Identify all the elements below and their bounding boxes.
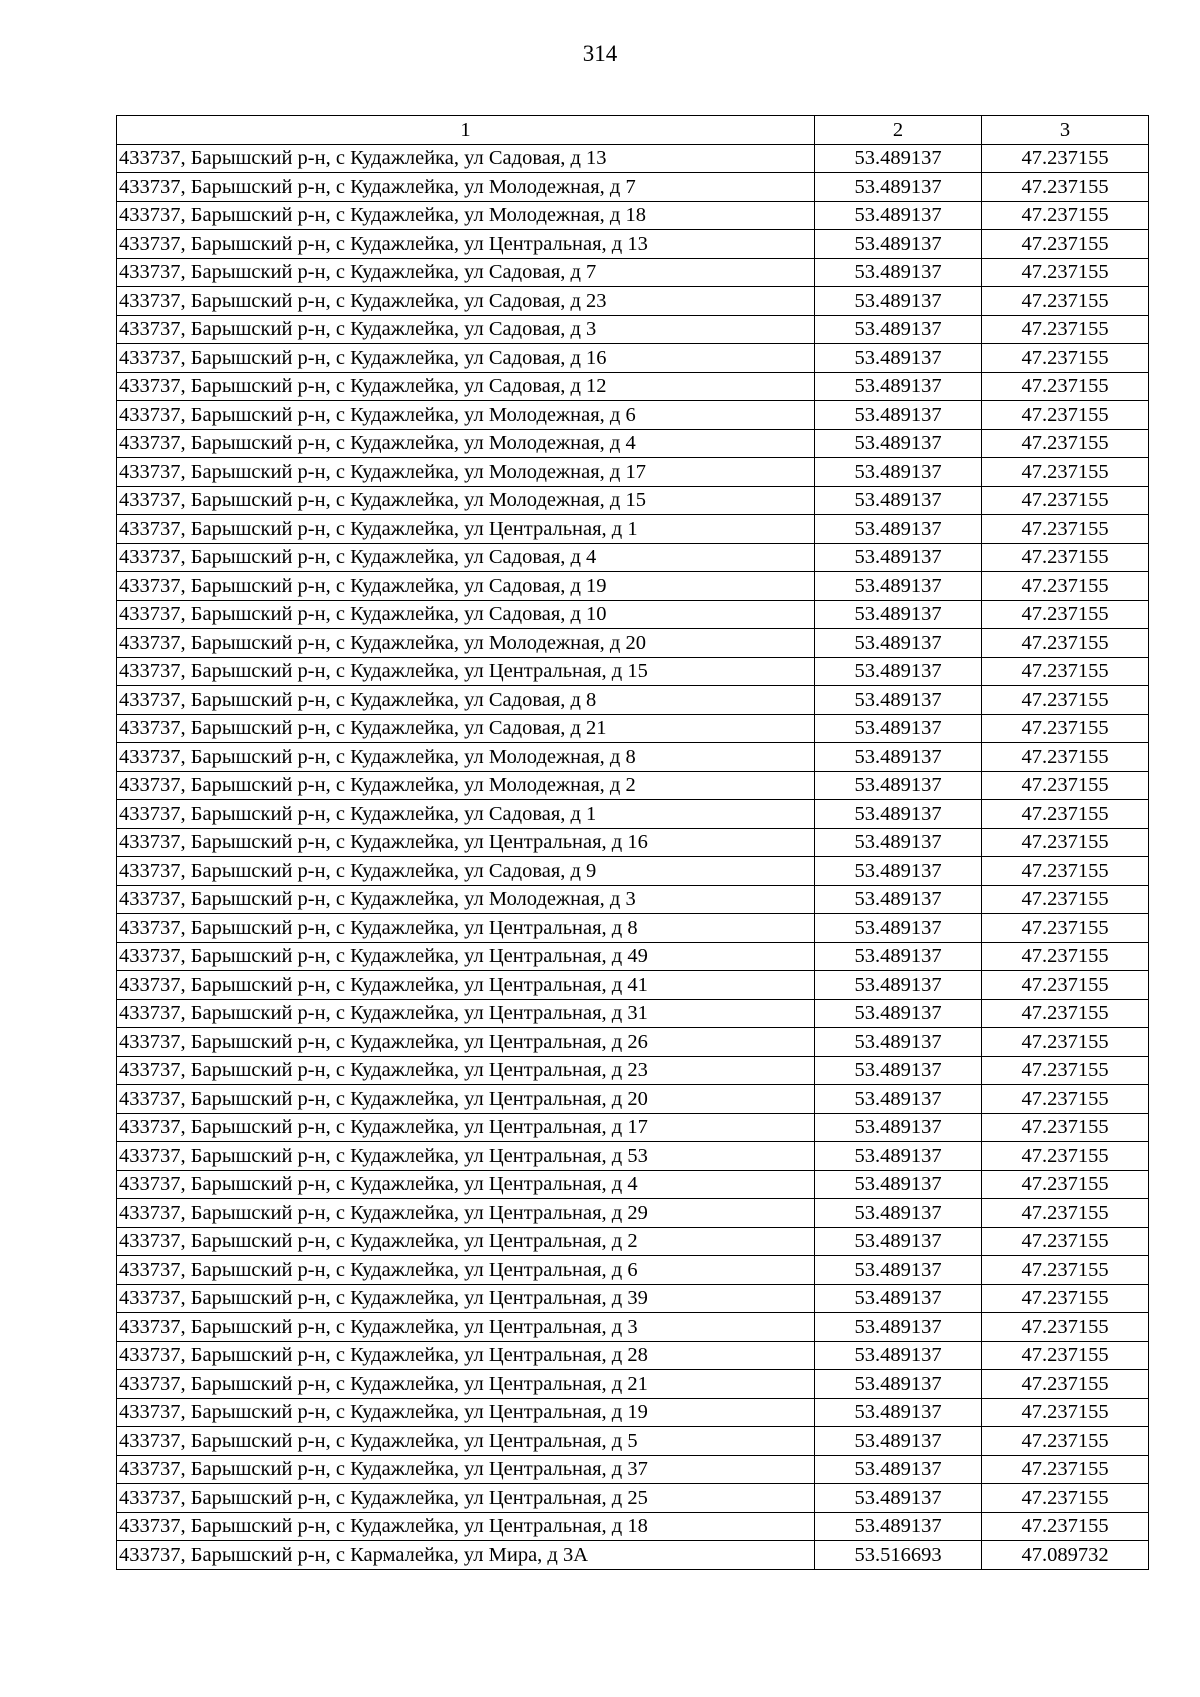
address-coordinates-table: [116, 115, 1149, 1570]
latitude-cell: 53.489137: [815, 1455, 982, 1484]
address-cell: 433737, Барышский р-н, с Кудажлейка, ул Центральная, д 5: [117, 1427, 815, 1456]
latitude-cell: 53.489137: [815, 1341, 982, 1370]
longitude-cell: 47.237155: [982, 515, 1149, 544]
table-row: [117, 1056, 1149, 1085]
table-row: [117, 942, 1149, 971]
address-cell: 433737, Барышский р-н, с Кудажлейка, ул Центральная, д 1: [117, 515, 815, 544]
address-cell: 433737, Барышский р-н, с Кудажлейка, ул Садовая, д 23: [117, 287, 815, 316]
address-cell: 433737, Барышский р-н, с Кудажлейка, ул Центральная, д 8: [117, 914, 815, 943]
latitude-cell: 53.489137: [815, 258, 982, 287]
address-cell: 433737, Барышский р-н, с Кармалейка, ул Мира, д 3А: [117, 1541, 815, 1570]
longitude-cell: 47.237155: [982, 1284, 1149, 1313]
table-row: [117, 1341, 1149, 1370]
latitude-cell: 53.489137: [815, 315, 982, 344]
address-cell: 433737, Барышский р-н, с Кудажлейка, ул Молодежная, д 6: [117, 401, 815, 430]
latitude-cell: 53.489137: [815, 287, 982, 316]
longitude-cell: 47.237155: [982, 144, 1149, 173]
table-row: [117, 486, 1149, 515]
table-row: [117, 828, 1149, 857]
table-row: [117, 1199, 1149, 1228]
address-cell: 433737, Барышский р-н, с Кудажлейка, ул Молодежная, д 7: [117, 173, 815, 202]
longitude-cell: 47.237155: [982, 429, 1149, 458]
latitude-cell: 53.489137: [815, 743, 982, 772]
address-cell: 433737, Барышский р-н, с Кудажлейка, ул Центральная, д 39: [117, 1284, 815, 1313]
longitude-cell: 47.237155: [982, 458, 1149, 487]
table-row: [117, 771, 1149, 800]
latitude-cell: 53.489137: [815, 1199, 982, 1228]
longitude-cell: 47.237155: [982, 743, 1149, 772]
address-cell: 433737, Барышский р-н, с Кудажлейка, ул Садовая, д 1: [117, 800, 815, 829]
table-row: [117, 144, 1149, 173]
latitude-cell: 53.489137: [815, 629, 982, 658]
address-cell: 433737, Барышский р-н, с Кудажлейка, ул Центральная, д 3: [117, 1313, 815, 1342]
latitude-cell: 53.489137: [815, 173, 982, 202]
longitude-cell: 47.237155: [982, 230, 1149, 259]
table-row: [117, 230, 1149, 259]
table-row: [117, 629, 1149, 658]
latitude-cell: 53.489137: [815, 372, 982, 401]
latitude-cell: 53.489137: [815, 572, 982, 601]
longitude-cell: 47.237155: [982, 201, 1149, 230]
longitude-cell: 47.237155: [982, 543, 1149, 572]
longitude-cell: 47.237155: [982, 1028, 1149, 1057]
longitude-cell: 47.237155: [982, 942, 1149, 971]
latitude-cell: 53.489137: [815, 771, 982, 800]
address-cell: 433737, Барышский р-н, с Кудажлейка, ул Центральная, д 20: [117, 1085, 815, 1114]
table-row: [117, 1028, 1149, 1057]
latitude-cell: 53.489137: [815, 1370, 982, 1399]
longitude-cell: 47.237155: [982, 1085, 1149, 1114]
latitude-cell: 53.489137: [815, 458, 982, 487]
address-cell: 433737, Барышский р-н, с Кудажлейка, ул Центральная, д 25: [117, 1484, 815, 1513]
address-cell: 433737, Барышский р-н, с Кудажлейка, ул Центральная, д 19: [117, 1398, 815, 1427]
longitude-cell: 47.237155: [982, 971, 1149, 1000]
latitude-cell: 53.489137: [815, 515, 982, 544]
address-cell: 433737, Барышский р-н, с Кудажлейка, ул Центральная, д 28: [117, 1341, 815, 1370]
table-row: [117, 572, 1149, 601]
latitude-cell: 53.489137: [815, 657, 982, 686]
longitude-cell: 47.237155: [982, 857, 1149, 886]
address-cell: 433737, Барышский р-н, с Кудажлейка, ул Садовая, д 7: [117, 258, 815, 287]
latitude-cell: 53.489137: [815, 543, 982, 572]
address-cell: 433737, Барышский р-н, с Кудажлейка, ул Садовая, д 3: [117, 315, 815, 344]
latitude-cell: 53.489137: [815, 230, 982, 259]
table-row: [117, 543, 1149, 572]
table-row: [117, 372, 1149, 401]
table-row: [117, 1398, 1149, 1427]
address-cell: 433737, Барышский р-н, с Кудажлейка, ул Центральная, д 18: [117, 1512, 815, 1541]
table-row: [117, 1455, 1149, 1484]
column-header-longitude: 3: [982, 116, 1149, 145]
latitude-cell: 53.489137: [815, 1142, 982, 1171]
latitude-cell: 53.489137: [815, 401, 982, 430]
longitude-cell: 47.237155: [982, 1398, 1149, 1427]
table-row: [117, 458, 1149, 487]
address-cell: 433737, Барышский р-н, с Кудажлейка, ул Центральная, д 49: [117, 942, 815, 971]
longitude-cell: 47.237155: [982, 686, 1149, 715]
address-cell: 433737, Барышский р-н, с Кудажлейка, ул Центральная, д 4: [117, 1170, 815, 1199]
latitude-cell: 53.489137: [815, 1113, 982, 1142]
longitude-cell: 47.237155: [982, 1256, 1149, 1285]
table-row: [117, 714, 1149, 743]
latitude-cell: 53.489137: [815, 686, 982, 715]
address-cell: 433737, Барышский р-н, с Кудажлейка, ул Центральная, д 21: [117, 1370, 815, 1399]
latitude-cell: 53.489137: [815, 1227, 982, 1256]
longitude-cell: 47.237155: [982, 629, 1149, 658]
latitude-cell: 53.489137: [815, 486, 982, 515]
longitude-cell: 47.237155: [982, 999, 1149, 1028]
address-cell: 433737, Барышский р-н, с Кудажлейка, ул Молодежная, д 2: [117, 771, 815, 800]
table-row: [117, 315, 1149, 344]
address-cell: 433737, Барышский р-н, с Кудажлейка, ул Садовая, д 21: [117, 714, 815, 743]
table-row: [117, 1170, 1149, 1199]
table-row: [117, 344, 1149, 373]
longitude-cell: 47.237155: [982, 1370, 1149, 1399]
table-row: [117, 1484, 1149, 1513]
table-row: [117, 1085, 1149, 1114]
latitude-cell: 53.489137: [815, 1427, 982, 1456]
latitude-cell: 53.489137: [815, 1313, 982, 1342]
longitude-cell: 47.237155: [982, 800, 1149, 829]
address-cell: 433737, Барышский р-н, с Кудажлейка, ул Центральная, д 16: [117, 828, 815, 857]
latitude-cell: 53.489137: [815, 600, 982, 629]
table-row: [117, 1370, 1149, 1399]
longitude-cell: 47.237155: [982, 1227, 1149, 1256]
longitude-cell: 47.237155: [982, 401, 1149, 430]
latitude-cell: 53.489137: [815, 1056, 982, 1085]
table-row: [117, 1541, 1149, 1570]
longitude-cell: 47.237155: [982, 1142, 1149, 1171]
table-row: [117, 1284, 1149, 1313]
longitude-cell: 47.237155: [982, 173, 1149, 202]
address-cell: 433737, Барышский р-н, с Кудажлейка, ул Молодежная, д 20: [117, 629, 815, 658]
address-cell: 433737, Барышский р-н, с Кудажлейка, ул Центральная, д 37: [117, 1455, 815, 1484]
latitude-cell: 53.489137: [815, 1284, 982, 1313]
table-row: [117, 885, 1149, 914]
latitude-cell: 53.489137: [815, 714, 982, 743]
address-cell: 433737, Барышский р-н, с Кудажлейка, ул Молодежная, д 18: [117, 201, 815, 230]
latitude-cell: 53.489137: [815, 201, 982, 230]
latitude-cell: 53.489137: [815, 942, 982, 971]
longitude-cell: 47.089732: [982, 1541, 1149, 1570]
latitude-cell: 53.489137: [815, 429, 982, 458]
table-row: [117, 999, 1149, 1028]
latitude-cell: 53.489137: [815, 999, 982, 1028]
longitude-cell: 47.237155: [982, 1341, 1149, 1370]
longitude-cell: 47.237155: [982, 1113, 1149, 1142]
longitude-cell: 47.237155: [982, 372, 1149, 401]
table-row: [117, 800, 1149, 829]
longitude-cell: 47.237155: [982, 344, 1149, 373]
table-row: [117, 600, 1149, 629]
table-header-row: [117, 116, 1149, 145]
longitude-cell: 47.237155: [982, 1199, 1149, 1228]
longitude-cell: 47.237155: [982, 600, 1149, 629]
longitude-cell: 47.237155: [982, 828, 1149, 857]
longitude-cell: 47.237155: [982, 1170, 1149, 1199]
latitude-cell: 53.489137: [815, 344, 982, 373]
longitude-cell: 47.237155: [982, 1056, 1149, 1085]
longitude-cell: 47.237155: [982, 572, 1149, 601]
table-row: [117, 1256, 1149, 1285]
table-row: [117, 743, 1149, 772]
table-row: [117, 173, 1149, 202]
longitude-cell: 47.237155: [982, 771, 1149, 800]
table-row: [117, 1313, 1149, 1342]
address-cell: 433737, Барышский р-н, с Кудажлейка, ул Центральная, д 13: [117, 230, 815, 259]
longitude-cell: 47.237155: [982, 1484, 1149, 1513]
column-header-latitude: 2: [815, 116, 982, 145]
longitude-cell: 47.237155: [982, 885, 1149, 914]
table-row: [117, 1113, 1149, 1142]
latitude-cell: 53.489137: [815, 1170, 982, 1199]
latitude-cell: 53.489137: [815, 1085, 982, 1114]
address-cell: 433737, Барышский р-н, с Кудажлейка, ул Центральная, д 2: [117, 1227, 815, 1256]
address-cell: 433737, Барышский р-н, с Кудажлейка, ул Садовая, д 13: [117, 144, 815, 173]
address-cell: 433737, Барышский р-н, с Кудажлейка, ул Молодежная, д 15: [117, 486, 815, 515]
table-row: [117, 971, 1149, 1000]
table-row: [117, 1512, 1149, 1541]
address-cell: 433737, Барышский р-н, с Кудажлейка, ул Молодежная, д 8: [117, 743, 815, 772]
latitude-cell: 53.489137: [815, 1256, 982, 1285]
longitude-cell: 47.237155: [982, 315, 1149, 344]
table-row: [117, 287, 1149, 316]
address-cell: 433737, Барышский р-н, с Кудажлейка, ул Центральная, д 29: [117, 1199, 815, 1228]
longitude-cell: 47.237155: [982, 1512, 1149, 1541]
table-row: [117, 401, 1149, 430]
latitude-cell: 53.489137: [815, 1398, 982, 1427]
table-row: [117, 1142, 1149, 1171]
table-body: [117, 144, 1149, 1569]
latitude-cell: 53.489137: [815, 1484, 982, 1513]
latitude-cell: 53.489137: [815, 885, 982, 914]
longitude-cell: 47.237155: [982, 1455, 1149, 1484]
longitude-cell: 47.237155: [982, 914, 1149, 943]
table-row: [117, 1227, 1149, 1256]
page-number: 314: [582, 41, 618, 66]
address-cell: 433737, Барышский р-н, с Кудажлейка, ул Садовая, д 12: [117, 372, 815, 401]
table-row: [117, 914, 1149, 943]
address-cell: 433737, Барышский р-н, с Кудажлейка, ул Центральная, д 53: [117, 1142, 815, 1171]
latitude-cell: 53.489137: [815, 1512, 982, 1541]
longitude-cell: 47.237155: [982, 258, 1149, 287]
address-cell: 433737, Барышский р-н, с Кудажлейка, ул Садовая, д 16: [117, 344, 815, 373]
latitude-cell: 53.489137: [815, 144, 982, 173]
latitude-cell: 53.489137: [815, 828, 982, 857]
table-row: [117, 657, 1149, 686]
address-cell: 433737, Барышский р-н, с Кудажлейка, ул Садовая, д 4: [117, 543, 815, 572]
address-cell: 433737, Барышский р-н, с Кудажлейка, ул Садовая, д 19: [117, 572, 815, 601]
table-row: [117, 429, 1149, 458]
address-cell: 433737, Барышский р-н, с Кудажлейка, ул Центральная, д 23: [117, 1056, 815, 1085]
table-row: [117, 686, 1149, 715]
address-cell: 433737, Барышский р-н, с Кудажлейка, ул Молодежная, д 3: [117, 885, 815, 914]
longitude-cell: 47.237155: [982, 486, 1149, 515]
address-cell: 433737, Барышский р-н, с Кудажлейка, ул Садовая, д 10: [117, 600, 815, 629]
latitude-cell: 53.489137: [815, 1028, 982, 1057]
longitude-cell: 47.237155: [982, 657, 1149, 686]
address-cell: 433737, Барышский р-н, с Кудажлейка, ул Центральная, д 41: [117, 971, 815, 1000]
longitude-cell: 47.237155: [982, 287, 1149, 316]
address-cell: 433737, Барышский р-н, с Кудажлейка, ул Центральная, д 15: [117, 657, 815, 686]
address-cell: 433737, Барышский р-н, с Кудажлейка, ул Центральная, д 31: [117, 999, 815, 1028]
latitude-cell: 53.489137: [815, 800, 982, 829]
address-cell: 433737, Барышский р-н, с Кудажлейка, ул Центральная, д 6: [117, 1256, 815, 1285]
column-header-address: 1: [117, 116, 815, 145]
longitude-cell: 47.237155: [982, 1427, 1149, 1456]
table-row: [117, 258, 1149, 287]
table-row: [117, 515, 1149, 544]
latitude-cell: 53.516693: [815, 1541, 982, 1570]
address-cell: 433737, Барышский р-н, с Кудажлейка, ул Садовая, д 8: [117, 686, 815, 715]
address-cell: 433737, Барышский р-н, с Кудажлейка, ул Садовая, д 9: [117, 857, 815, 886]
table-row: [117, 857, 1149, 886]
table-row: [117, 201, 1149, 230]
latitude-cell: 53.489137: [815, 914, 982, 943]
longitude-cell: 47.237155: [982, 714, 1149, 743]
longitude-cell: 47.237155: [982, 1313, 1149, 1342]
table-row: [117, 1427, 1149, 1456]
latitude-cell: 53.489137: [815, 971, 982, 1000]
latitude-cell: 53.489137: [815, 857, 982, 886]
address-cell: 433737, Барышский р-н, с Кудажлейка, ул Центральная, д 26: [117, 1028, 815, 1057]
address-cell: 433737, Барышский р-н, с Кудажлейка, ул Центральная, д 17: [117, 1113, 815, 1142]
address-cell: 433737, Барышский р-н, с Кудажлейка, ул Молодежная, д 4: [117, 429, 815, 458]
address-cell: 433737, Барышский р-н, с Кудажлейка, ул Молодежная, д 17: [117, 458, 815, 487]
